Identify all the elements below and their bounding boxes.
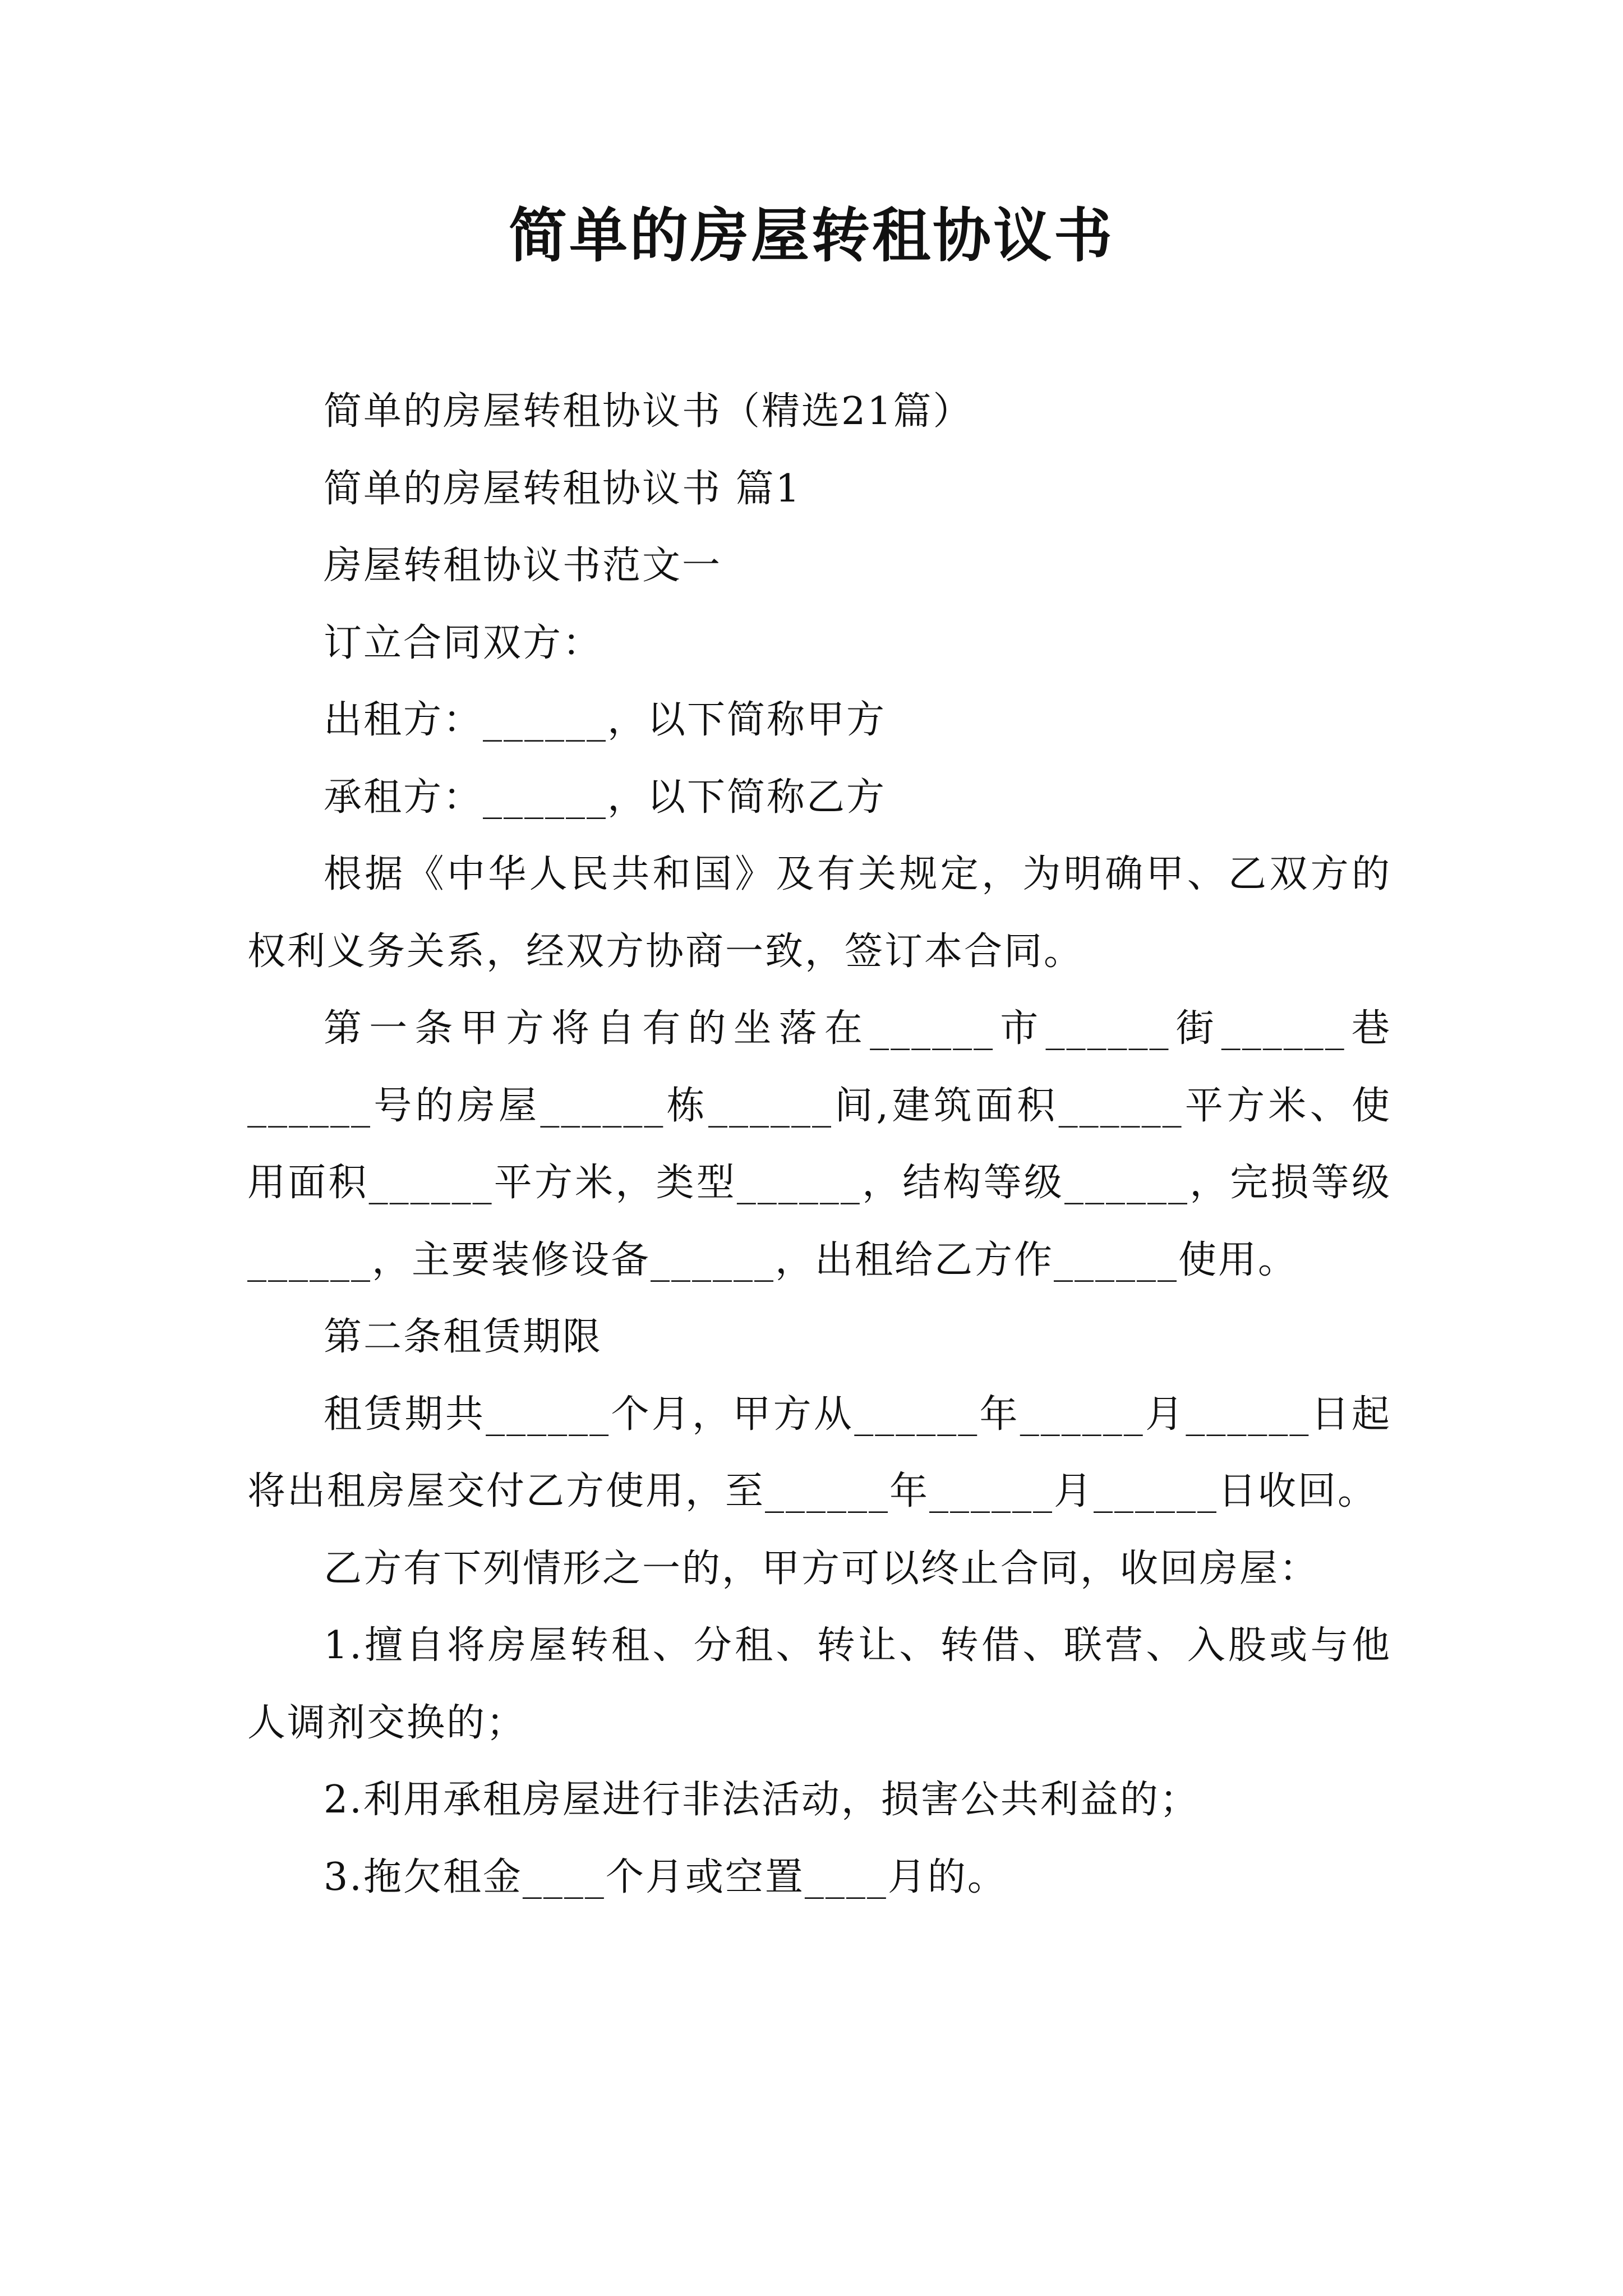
document-title: 简单的房屋转租协议书 xyxy=(508,201,1114,270)
paragraph-condition-1: 1.擅自将房屋转租、分租、转让、转借、联营、入股或与他人调剂交换的； xyxy=(247,1623,1391,1745)
paragraph-preamble: 根据《中华人民共和国》及有关规定，为明确甲、乙双方的权利义务关系，经双方协商一致，签订本合同。 xyxy=(247,852,1391,974)
paragraph-article-2-heading: 第二条租赁期限 xyxy=(324,1315,603,1359)
paragraph-section-heading: 简单的房屋转租协议书 篇1 xyxy=(324,466,801,511)
paragraph-termination-conditions: 乙方有下列情形之一的，甲方可以终止合同，收回房屋： xyxy=(324,1546,1320,1591)
paragraph-collection-heading: 简单的房屋转租协议书（精选21篇） xyxy=(324,389,973,434)
paragraph-parties: 订立合同双方： xyxy=(324,620,603,665)
paragraph-article-1: 第一条甲方将自有的坐落在______市______街______巷______号的房屋______栋______间,建筑面积______平方米、使用面积______平方米，类型______，结构等级______，完损等级______，主要装修设备______，出租给乙方作______使用。 xyxy=(247,1006,1391,1282)
paragraph-condition-3: 3.拖欠租金____个月或空置____月的。 xyxy=(324,1855,1007,1899)
paragraph-lessor: 出租方：______，以下简称甲方 xyxy=(324,698,887,742)
document-body xyxy=(247,373,1391,1916)
paragraph-lease-term: 租赁期共______个月，甲方从______年______月______日起将出租房屋交付乙方使用，至______年______月______日收回。 xyxy=(247,1392,1391,1513)
paragraph-lessee: 承租方：______，以下简称乙方 xyxy=(324,775,887,820)
paragraph-sample-title: 房屋转租协议书范文一 xyxy=(324,544,722,588)
paragraph-condition-2: 2.利用承租房屋进行非法活动，损害公共利益的； xyxy=(324,1778,1200,1822)
